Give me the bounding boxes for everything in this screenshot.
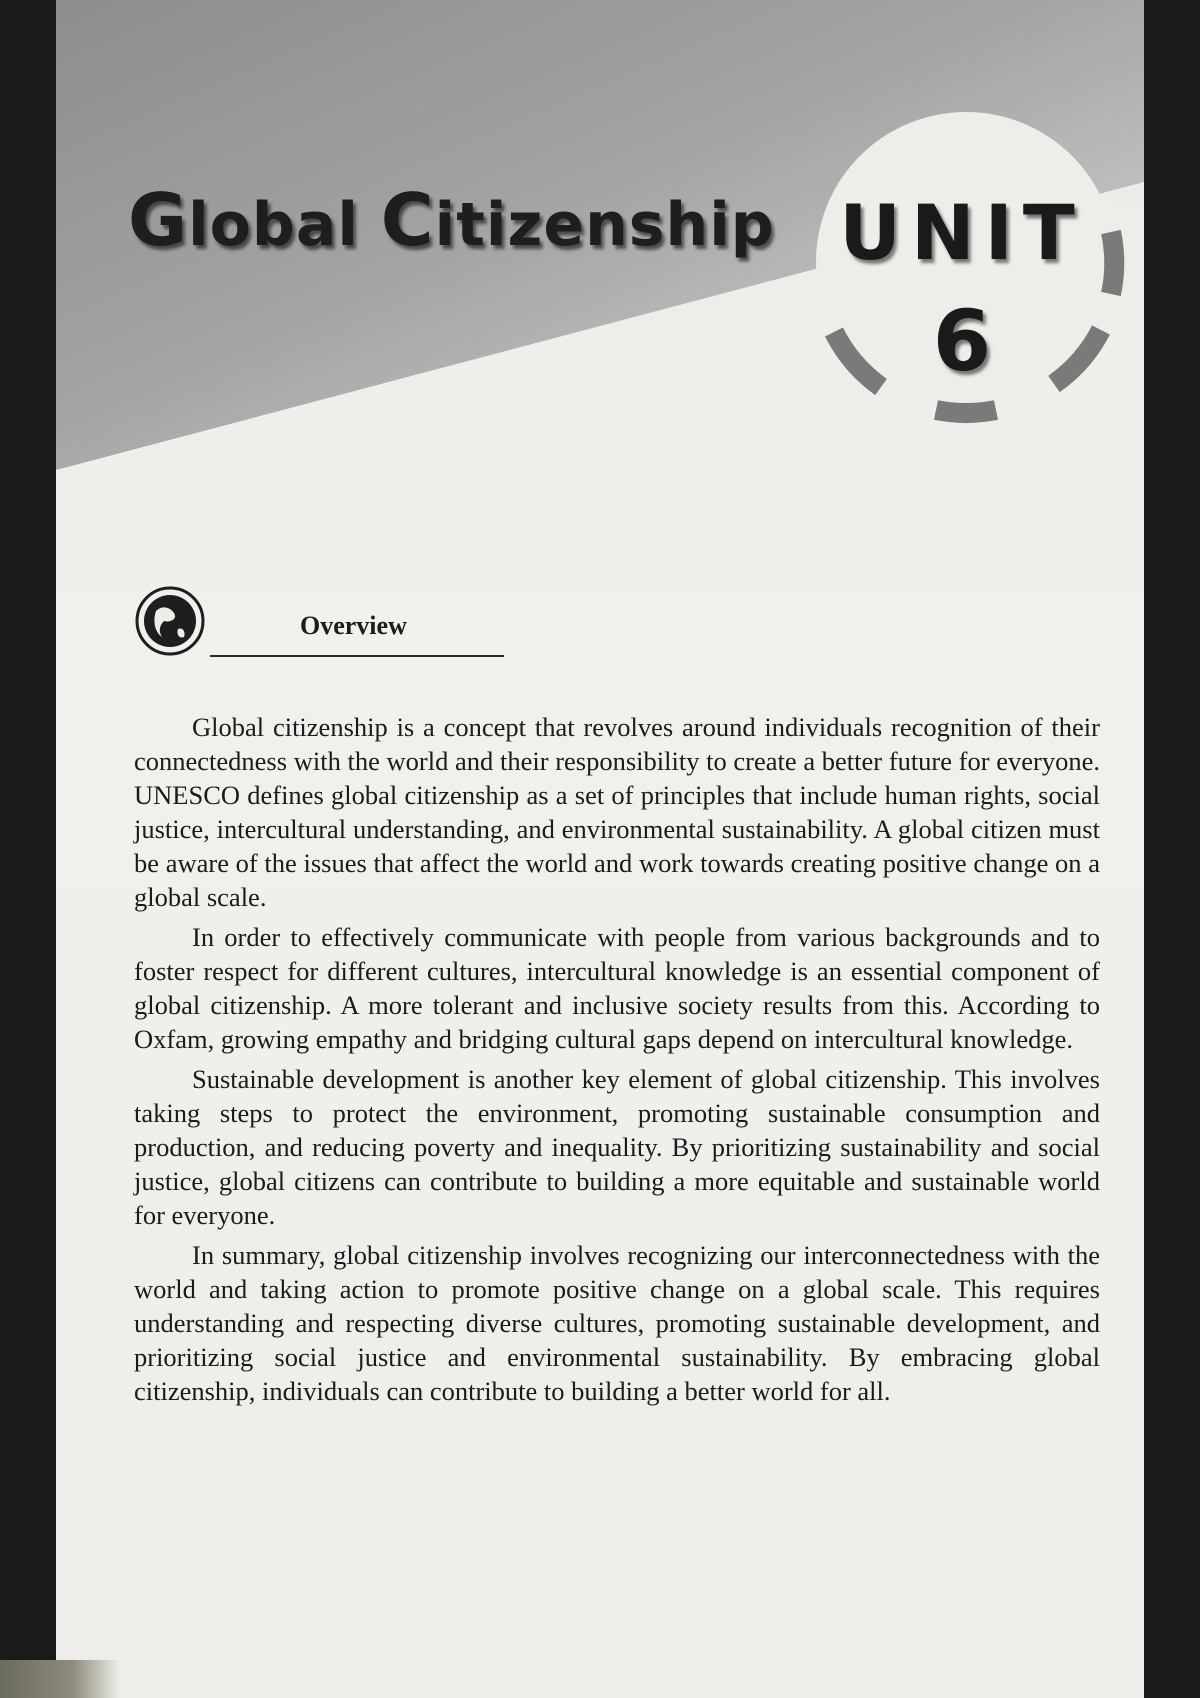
globe-icon xyxy=(134,585,206,657)
heading-underline xyxy=(210,655,504,657)
overview-heading xyxy=(134,585,434,655)
paragraph: In order to effectively communicate with people from various backgrounds and to foster respect for different cultures, intercultural knowledge is an essential component of global citizenship. A more tolerant and inclusive society results from this. According to Oxfam, growing empathy and bridging cultural gaps depend on intercultural knowledge. xyxy=(134,922,1100,1054)
paragraph: Global citizenship is a concept that revolves around individuals recognition of their connectedness with the world and their responsibility to create a better future for everyone. UNESCO defines global citizenship as a set of principles that include human rights, social justice, intercultural understanding, and environmental sustainability. A global citizen must be aware of the issues that affect the world and work towards creating positive change on a global scale. xyxy=(134,712,1100,912)
book-page xyxy=(56,0,1144,1698)
unit-title: Global Citizenship xyxy=(128,178,775,262)
unit-number: 6 xyxy=(932,292,992,390)
body-text xyxy=(134,710,1100,1414)
unit-label: UNIT xyxy=(839,188,1085,277)
section-heading: Overview xyxy=(300,611,407,640)
paragraph: Sustainable development is another key element of global citizenship. This involves taking steps to protect the environment, promoting sustainable consumption and production, and reducing poverty and inequality. By prioritizing sustainability and social justice, global citizens can contribute to building a more equitable and sustainable world for everyone. xyxy=(134,1064,1100,1230)
page-shadow xyxy=(0,1660,120,1698)
paragraph: In summary, global citizenship involves recognizing our interconnectedness with the world and taking action to promote positive change on a global scale. This requires understanding and respecting diverse cultures, promoting sustainable development, and prioritizing social justice and environmental sustainability. By embracing global citizenship, individuals can contribute to building a better world for all. xyxy=(134,1240,1100,1406)
